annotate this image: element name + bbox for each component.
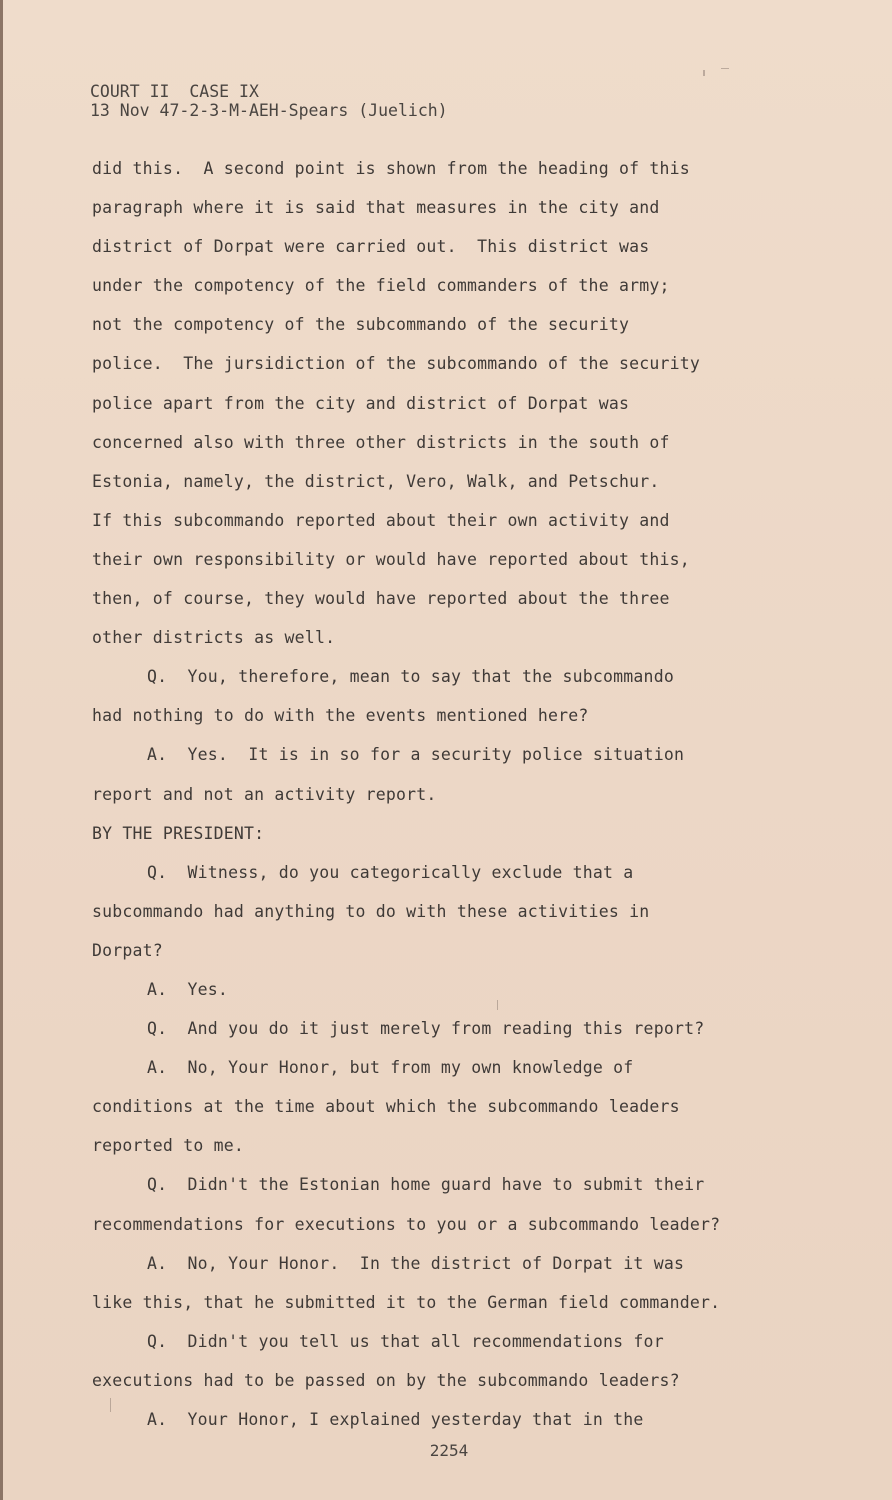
transcript-answer: A. Yes. It is in so for a security police situation [147, 745, 685, 765]
transcript-line: executions had to be passed on by the subcommando leaders? [92, 1370, 680, 1390]
transcript-line: had nothing to do with the events mentioned here? [92, 706, 589, 726]
transcript-line: then, of course, they would have reported about the three [92, 589, 670, 609]
transcript-line: police apart from the city and district of Dorpat was [92, 393, 630, 413]
transcript-line: under the compotency of the field commanders of the army; [92, 276, 670, 296]
paper-speck [497, 1000, 498, 1010]
transcript-line: recommendations for executions to you or a subcommando leader? [92, 1214, 721, 1234]
transcript-line: district of Dorpat were carried out. This district was [92, 237, 650, 257]
transcript-line: report and not an activity report. [92, 784, 437, 804]
document-header [90, 82, 448, 120]
transcript-answer: A. No, Your Honor. In the district of Dorpat it was [147, 1253, 685, 1273]
transcript-question: Q. Didn't the Estonian home guard have to submit their [147, 1175, 705, 1195]
transcript-question: Q. Witness, do you categorically exclude that a [147, 862, 634, 882]
transcript-line: paragraph where it is said that measures in the city and [92, 198, 660, 218]
paper-speck [110, 1398, 111, 1412]
transcript-line: If this subcommando reported about their own activity and [92, 510, 670, 530]
transcript-line: Dorpat? [92, 940, 163, 960]
transcript-line: like this, that he submitted it to the German field commander. [92, 1292, 721, 1312]
transcript-line: not the compotency of the subcommando of the security [92, 315, 630, 335]
transcript-line: did this. A second point is shown from the heading of this [92, 159, 690, 178]
transcript-answer: A. Your Honor, I explained yesterday that in the [147, 1410, 644, 1429]
paper-speck [721, 68, 729, 69]
transcript-question: Q. And you do it just merely from reading this report? [147, 1019, 705, 1039]
speaker-heading: BY THE PRESIDENT: [92, 823, 265, 843]
transcript-question: Q. Didn't you tell us that all recommendations for [147, 1331, 664, 1351]
transcript-line: their own responsibility or would have reported about this, [92, 549, 690, 569]
transcript-answer: A. No, Your Honor, but from my own knowledge of [147, 1058, 634, 1078]
transcript-line: police. The jursidiction of the subcommando of the security [92, 354, 701, 374]
case-heading: COURT II CASE IX [90, 82, 259, 101]
transcript-answer: A. Yes. [147, 979, 229, 999]
transcript-line: other districts as well. [92, 628, 336, 648]
paper-speck [703, 70, 705, 76]
transcript-body [92, 153, 872, 1443]
transcript-line: reported to me. [92, 1136, 245, 1156]
transcript-line: concerned also with three other districts in the south of [92, 432, 670, 452]
page-number: 2254 [429, 1441, 469, 1460]
transcript-question: Q. You, therefore, mean to say that the subcommando [147, 667, 674, 687]
transcript-line: Estonia, namely, the district, Vero, Walk, and Petschur. [92, 471, 660, 491]
transcript-line: subcommando had anything to do with these activities in [92, 901, 650, 921]
transcript-reference: 13 Nov 47-2-3-M-AEH-Spears (Juelich) [90, 101, 448, 120]
transcript-line: conditions at the time about which the subcommando leaders [92, 1097, 680, 1117]
